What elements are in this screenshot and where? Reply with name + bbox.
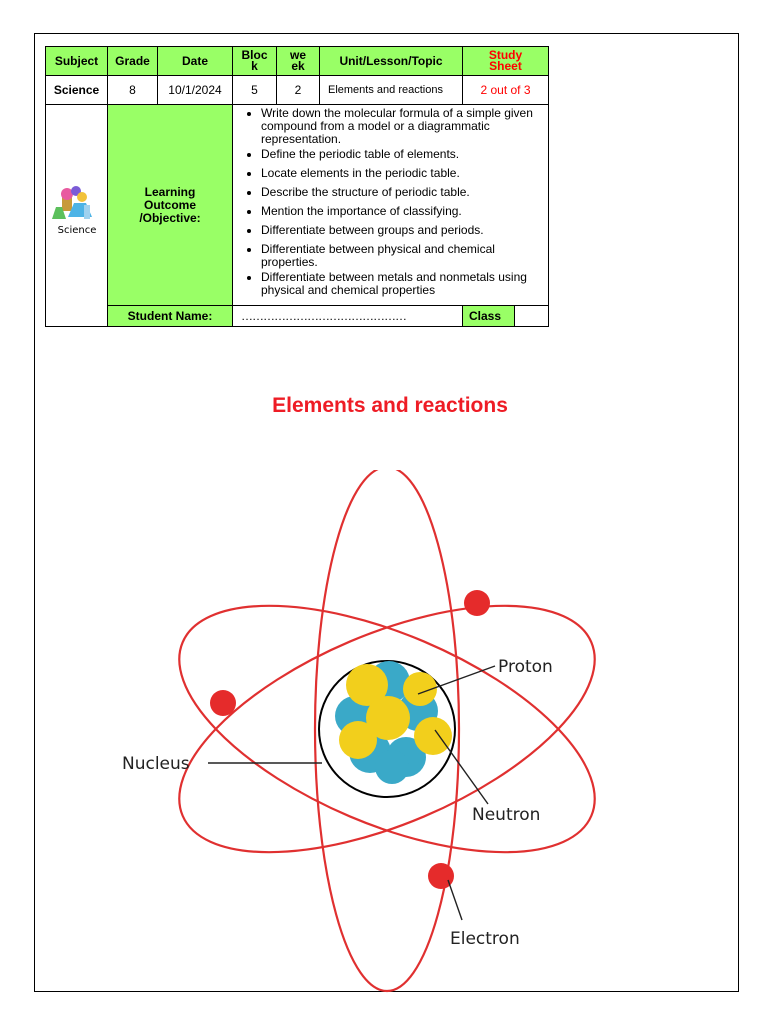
objective-item: • Differentiate between physical and chemical properties.	[261, 243, 544, 269]
page-title: Elements and reactions	[272, 394, 508, 417]
objective-item: • Write down the molecular formula of a simple given compound from a model or a diagrammatic representation.	[261, 107, 544, 146]
electron-dot	[210, 690, 236, 716]
sheet-count: 2 out of 3	[463, 76, 549, 105]
nucleus-label: Nucleus	[122, 754, 190, 774]
date-value: 10/1/2024	[158, 76, 233, 105]
class-label: Class	[463, 306, 515, 327]
objective-item: • Locate elements in the periodic table.	[261, 167, 544, 180]
student-name-label: Student Name:	[108, 306, 233, 327]
unit-header: Unit/Lesson/Topic	[320, 47, 463, 76]
week-header: week	[277, 47, 320, 76]
neutron-label: Neutron	[472, 805, 541, 825]
objective-item: • Describe the structure of periodic table.	[261, 186, 544, 199]
unit-value: Elements and reactions	[320, 76, 463, 105]
science-clipart-icon	[48, 183, 106, 245]
electron-dot	[464, 590, 490, 616]
objective-item: • Mention the importance of classifying.	[261, 205, 544, 218]
objectives-list	[239, 107, 544, 297]
objectives-cell	[233, 105, 549, 306]
grade-header: Grade	[108, 47, 158, 76]
learning-outcome-label: Learning Outcome /Objective:	[108, 105, 233, 306]
objective-item: • Define the periodic table of elements.	[261, 148, 544, 161]
proton-label: Proton	[498, 657, 553, 677]
block-header: Block	[233, 47, 277, 76]
subject-header: Subject	[46, 47, 108, 76]
atom-diagram	[100, 470, 620, 995]
grade-value: 8	[108, 76, 158, 105]
subject-value: Science	[46, 76, 108, 105]
svg-text:Science: Science	[57, 225, 97, 236]
objective-item: • Differentiate between groups and periods.	[261, 224, 544, 237]
header-table	[45, 46, 549, 327]
science-logo	[46, 105, 108, 327]
week-value: 2	[277, 76, 320, 105]
class-field[interactable]	[515, 306, 549, 327]
electron-label: Electron	[450, 929, 520, 949]
student-name-field[interactable]: ………………………………………	[233, 306, 463, 327]
date-header: Date	[158, 47, 233, 76]
electron-leader	[448, 880, 462, 920]
objective-item: • Differentiate between metals and nonmetals using physical and chemical properties	[261, 271, 544, 297]
block-value: 5	[233, 76, 277, 105]
study-sheet-header: Study Sheet	[463, 47, 549, 76]
